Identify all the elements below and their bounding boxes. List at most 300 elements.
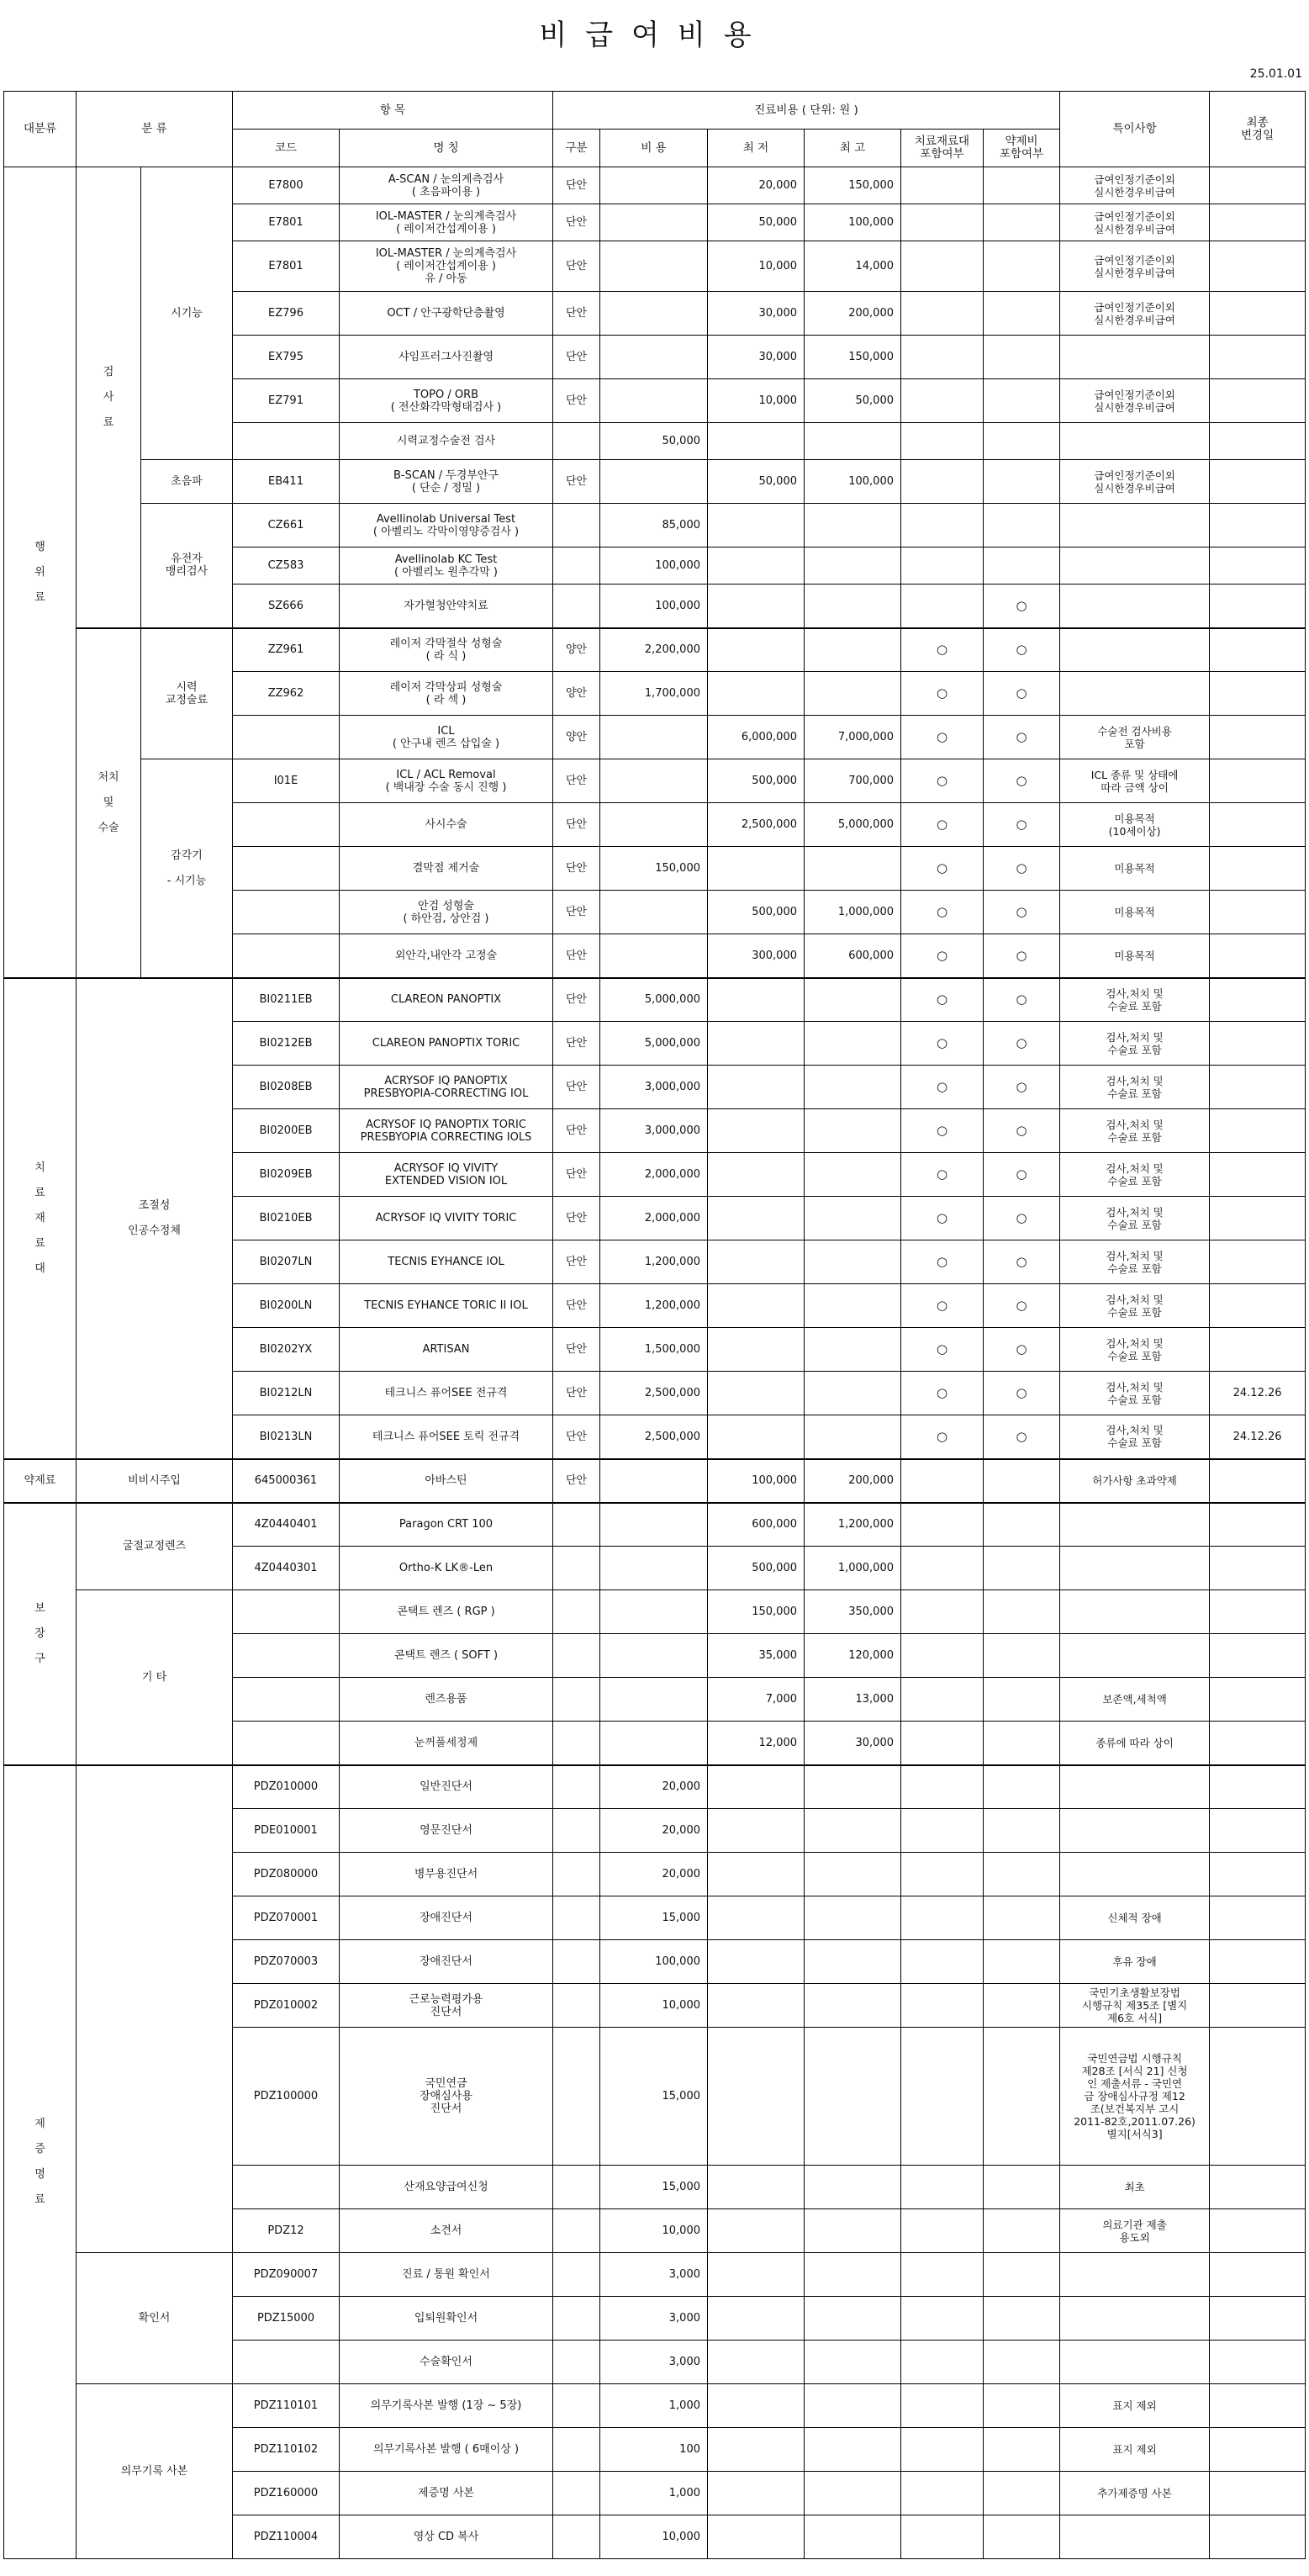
- cell-name: 테크니스 퓨어SEE 전규격: [340, 1372, 553, 1415]
- header-major: 대분류: [4, 92, 77, 167]
- cell-cost: 15,000: [600, 1896, 708, 1940]
- cell-name: 산재요양급여신청: [340, 2166, 553, 2209]
- cell-changed: [1210, 1240, 1306, 1284]
- cell-max: [805, 1284, 901, 1328]
- cell-name: TECNIS EYHANCE TORIC II IOL: [340, 1284, 553, 1328]
- cell-material: [901, 1634, 984, 1678]
- cell-cost: 150,000: [600, 847, 708, 891]
- cell-name: ACRYSOF IQ PANOPTIX PRESBYOPIA-CORRECTING IOL: [340, 1066, 553, 1109]
- cell-max: 120,000: [805, 1634, 901, 1678]
- cell-max: 1,000,000: [805, 891, 901, 934]
- cell-material: [901, 1809, 984, 1853]
- cell-note: 미용목적 (10세이상): [1060, 803, 1210, 847]
- cell-min: [708, 547, 805, 584]
- group-label: 제 증 명 료: [4, 1765, 77, 2559]
- cell-name: 일반진단서: [340, 1765, 553, 1809]
- cell-div: 단안: [553, 336, 600, 379]
- cell-code: [233, 716, 340, 759]
- cell-min: [708, 1372, 805, 1415]
- cell-min: 35,000: [708, 1634, 805, 1678]
- cell-material: ○: [901, 803, 984, 847]
- table-row: [4, 1765, 1306, 1809]
- cell-material: [901, 292, 984, 336]
- cell-max: [805, 1940, 901, 1984]
- cell-cost: 1,000: [600, 2384, 708, 2428]
- cell-material: [901, 1853, 984, 1896]
- cell-min: [708, 1284, 805, 1328]
- cell-material: [901, 547, 984, 584]
- cell-material: [901, 1547, 984, 1590]
- cell-drug: [984, 2297, 1060, 2341]
- cell-changed: [1210, 716, 1306, 759]
- cell-div: [553, 2166, 600, 2209]
- cell-material: ○: [901, 1153, 984, 1197]
- cell-name: 레이저 각막상피 성형술 ( 라 섹 ): [340, 672, 553, 716]
- cell-name: 수술확인서: [340, 2341, 553, 2384]
- cell-name: A-SCAN / 눈의계측검사 ( 초음파이용 ): [340, 167, 553, 204]
- cell-min: 150,000: [708, 1590, 805, 1634]
- cell-changed: [1210, 1022, 1306, 1066]
- cell-changed: 24.12.26: [1210, 1415, 1306, 1459]
- cell-max: [805, 584, 901, 628]
- cell-code: BI0210EB: [233, 1197, 340, 1240]
- cell-code: BI0211EB: [233, 978, 340, 1022]
- cell-name: 안검 성형술 ( 하안검, 상안검 ): [340, 891, 553, 934]
- cell-drug: [984, 1896, 1060, 1940]
- cell-max: [805, 2384, 901, 2428]
- cell-material: [901, 1765, 984, 1809]
- cell-max: 100,000: [805, 204, 901, 241]
- cell-div: 단안: [553, 1459, 600, 1503]
- cell-name: 영문진단서: [340, 1809, 553, 1853]
- cell-name: 샤임프러그사진촬영: [340, 336, 553, 379]
- cell-changed: [1210, 2341, 1306, 2384]
- cell-div: [553, 2253, 600, 2297]
- cell-div: [553, 2472, 600, 2515]
- cell-div: [553, 1853, 600, 1896]
- cell-material: ○: [901, 1240, 984, 1284]
- cell-cost: 20,000: [600, 1765, 708, 1809]
- cell-div: 양안: [553, 628, 600, 672]
- cell-min: 100,000: [708, 1459, 805, 1503]
- cell-drug: ○: [984, 584, 1060, 628]
- cell-note: 급여인정기준이외 실시한경우비급여: [1060, 167, 1210, 204]
- cell-max: 150,000: [805, 336, 901, 379]
- cell-cost: 2,500,000: [600, 1415, 708, 1459]
- cell-note: 미용목적: [1060, 891, 1210, 934]
- cell-name: ACRYSOF IQ VIVITY TORIC: [340, 1197, 553, 1240]
- group-label: 행 위 료: [4, 167, 77, 978]
- cell-cost: [600, 891, 708, 934]
- cell-code: EZ791: [233, 379, 340, 423]
- cell-cost: 5,000,000: [600, 978, 708, 1022]
- cell-code: PDZ070003: [233, 1940, 340, 1984]
- cell-name: 제증명 사본: [340, 2472, 553, 2515]
- group-label: 굴절교정렌즈: [77, 1503, 233, 1590]
- cell-cost: 3,000: [600, 2297, 708, 2341]
- cell-note: [1060, 1503, 1210, 1547]
- cell-material: ○: [901, 978, 984, 1022]
- cell-min: [708, 1809, 805, 1853]
- cell-note: 검사,처치 및 수술료 포함: [1060, 1240, 1210, 1284]
- cell-changed: [1210, 547, 1306, 584]
- cell-cost: 2,200,000: [600, 628, 708, 672]
- cell-min: 500,000: [708, 891, 805, 934]
- cell-div: 단안: [553, 1022, 600, 1066]
- cell-note: 급여인정기준이외 실시한경우비급여: [1060, 292, 1210, 336]
- cell-div: 단안: [553, 1240, 600, 1284]
- cell-code: PDZ12: [233, 2209, 340, 2253]
- cell-min: [708, 1153, 805, 1197]
- cell-min: 300,000: [708, 934, 805, 978]
- cell-div: 단안: [553, 934, 600, 978]
- cell-code: PDE010001: [233, 1809, 340, 1853]
- cell-max: [805, 2341, 901, 2384]
- cell-drug: ○: [984, 716, 1060, 759]
- cell-material: [901, 2253, 984, 2297]
- cell-material: [901, 2428, 984, 2472]
- cell-cost: 3,000,000: [600, 1066, 708, 1109]
- cell-material: [901, 1503, 984, 1547]
- cell-changed: [1210, 1590, 1306, 1634]
- cell-min: [708, 2384, 805, 2428]
- cell-note: [1060, 1590, 1210, 1634]
- cell-cost: 5,000,000: [600, 1022, 708, 1066]
- cell-code: E7801: [233, 241, 340, 292]
- cell-note: 미용목적: [1060, 934, 1210, 978]
- cell-drug: [984, 1853, 1060, 1896]
- cell-code: BI0209EB: [233, 1153, 340, 1197]
- cell-div: 단안: [553, 1284, 600, 1328]
- cell-note: 수술전 검사비용 포함: [1060, 716, 1210, 759]
- cell-max: [805, 2209, 901, 2253]
- cell-max: [805, 1066, 901, 1109]
- cell-div: [553, 1809, 600, 1853]
- cell-code: E7800: [233, 167, 340, 204]
- cell-max: [805, 847, 901, 891]
- cell-changed: [1210, 2166, 1306, 2209]
- cell-changed: [1210, 2384, 1306, 2428]
- cell-name: ICL / ACL Removal ( 백내장 수술 동시 진행 ): [340, 759, 553, 803]
- group-label: 감각기 - 시기능: [141, 759, 233, 978]
- effective-date: 25.01.01: [1249, 67, 1302, 81]
- cell-changed: [1210, 803, 1306, 847]
- cell-div: 단안: [553, 847, 600, 891]
- cell-material: ○: [901, 672, 984, 716]
- cell-code: EB411: [233, 460, 340, 504]
- cell-min: [708, 628, 805, 672]
- cell-cost: 85,000: [600, 504, 708, 547]
- cell-cost: 3,000: [600, 2341, 708, 2384]
- cell-max: 50,000: [805, 379, 901, 423]
- cell-changed: [1210, 1503, 1306, 1547]
- header-div: 구분: [553, 130, 600, 167]
- cell-drug: ○: [984, 628, 1060, 672]
- cell-changed: [1210, 1940, 1306, 1984]
- cell-max: [805, 1765, 901, 1809]
- cell-cost: 10,000: [600, 1984, 708, 2028]
- cell-max: [805, 1984, 901, 2028]
- cell-note: [1060, 2515, 1210, 2559]
- cell-min: [708, 1984, 805, 2028]
- cell-code: PDZ010000: [233, 1765, 340, 1809]
- cell-material: ○: [901, 1372, 984, 1415]
- cell-code: PDZ090007: [233, 2253, 340, 2297]
- cell-max: [805, 978, 901, 1022]
- cell-min: [708, 672, 805, 716]
- cell-material: [901, 336, 984, 379]
- cell-drug: [984, 336, 1060, 379]
- cell-drug: ○: [984, 1328, 1060, 1372]
- cell-code: BI0208EB: [233, 1066, 340, 1109]
- cell-drug: [984, 2384, 1060, 2428]
- cell-note: [1060, 672, 1210, 716]
- header-name: 명 칭: [340, 130, 553, 167]
- cell-max: [805, 672, 901, 716]
- table-row: [4, 2253, 1306, 2297]
- cell-name: ARTISAN: [340, 1328, 553, 1372]
- cell-code: 4Z0440301: [233, 1547, 340, 1590]
- cell-div: 단안: [553, 1197, 600, 1240]
- cell-max: [805, 1153, 901, 1197]
- cell-note: 표지 제외: [1060, 2384, 1210, 2428]
- cell-drug: [984, 1984, 1060, 2028]
- cell-min: 12,000: [708, 1722, 805, 1765]
- cell-min: 50,000: [708, 204, 805, 241]
- cell-max: 600,000: [805, 934, 901, 978]
- table-row: [4, 759, 1306, 803]
- cell-name: TOPO / ORB ( 전산화각막형태검사 ): [340, 379, 553, 423]
- cell-material: ○: [901, 1022, 984, 1066]
- cell-drug: [984, 2166, 1060, 2209]
- cell-max: [805, 1022, 901, 1066]
- cell-drug: [984, 1722, 1060, 1765]
- cell-material: [901, 204, 984, 241]
- cell-name: Ortho-K LK®-Len: [340, 1547, 553, 1590]
- cell-name: CLAREON PANOPTIX TORIC: [340, 1022, 553, 1066]
- cell-cost: [600, 1503, 708, 1547]
- cell-div: [553, 1765, 600, 1809]
- cell-drug: ○: [984, 1022, 1060, 1066]
- cell-material: ○: [901, 1066, 984, 1109]
- cell-name: IOL-MASTER / 눈의계측검사 ( 레이저간섭계이용 ) 유 / 아동: [340, 241, 553, 292]
- cell-drug: [984, 379, 1060, 423]
- group-label: 처치 및 수술: [77, 628, 141, 978]
- cell-div: [553, 1722, 600, 1765]
- cell-material: [901, 2209, 984, 2253]
- cell-changed: [1210, 204, 1306, 241]
- cell-name: 장애진단서: [340, 1940, 553, 1984]
- cell-drug: ○: [984, 847, 1060, 891]
- cell-max: [805, 423, 901, 460]
- cell-max: 100,000: [805, 460, 901, 504]
- cell-div: [553, 1590, 600, 1634]
- cell-name: B-SCAN / 두경부안구 ( 단순 / 정밀 ): [340, 460, 553, 504]
- cell-name: 시력교정수술전 검사: [340, 423, 553, 460]
- table-row: [4, 460, 1306, 504]
- cell-cost: 10,000: [600, 2209, 708, 2253]
- cell-name: 레이저 각막절삭 성형술 ( 라 식 ): [340, 628, 553, 672]
- cell-note: 급여인정기준이외 실시한경우비급여: [1060, 204, 1210, 241]
- cell-material: [901, 504, 984, 547]
- cell-note: 검사,처치 및 수술료 포함: [1060, 978, 1210, 1022]
- cell-max: [805, 2297, 901, 2341]
- cell-changed: [1210, 336, 1306, 379]
- cell-note: [1060, 1765, 1210, 1809]
- cell-min: [708, 2297, 805, 2341]
- cell-drug: [984, 1590, 1060, 1634]
- cell-drug: [984, 1503, 1060, 1547]
- cell-drug: [984, 2341, 1060, 2384]
- cell-div: 단안: [553, 1153, 600, 1197]
- cell-cost: 1,000: [600, 2472, 708, 2515]
- cell-cost: [600, 336, 708, 379]
- cell-name: Paragon CRT 100: [340, 1503, 553, 1547]
- cell-code: EZ796: [233, 292, 340, 336]
- cell-note: [1060, 1853, 1210, 1896]
- cell-cost: [600, 716, 708, 759]
- cell-drug: [984, 1765, 1060, 1809]
- cell-min: [708, 1940, 805, 1984]
- cell-cost: [600, 1547, 708, 1590]
- cell-code: PDZ110101: [233, 2384, 340, 2428]
- cell-code: I01E: [233, 759, 340, 803]
- cell-code: PDZ070001: [233, 1896, 340, 1940]
- cell-note: 국민기초생활보장법 시행규칙 제35조 [별지 제6호 서식]: [1060, 1984, 1210, 2028]
- table-row: [4, 167, 1306, 204]
- cell-code: BI0213LN: [233, 1415, 340, 1459]
- cell-cost: 15,000: [600, 2166, 708, 2209]
- cell-min: [708, 2341, 805, 2384]
- cell-changed: [1210, 2297, 1306, 2341]
- table-row: [4, 2384, 1306, 2428]
- cell-min: [708, 2253, 805, 2297]
- cell-min: [708, 978, 805, 1022]
- header-min: 최 저: [708, 130, 805, 167]
- cell-div: [553, 1984, 600, 2028]
- cell-max: [805, 1197, 901, 1240]
- header-minor: 분 류: [77, 92, 233, 167]
- cell-material: [901, 423, 984, 460]
- cell-material: [901, 379, 984, 423]
- cell-max: 200,000: [805, 1459, 901, 1503]
- cell-max: 350,000: [805, 1590, 901, 1634]
- cell-note: [1060, 2253, 1210, 2297]
- table-row: [4, 978, 1306, 1022]
- cell-changed: [1210, 1678, 1306, 1722]
- cell-changed: [1210, 1109, 1306, 1153]
- header-item: 항 목: [233, 92, 553, 130]
- cell-cost: 1,500,000: [600, 1328, 708, 1372]
- cell-note: 표지 제외: [1060, 2428, 1210, 2472]
- cell-min: 50,000: [708, 460, 805, 504]
- cell-name: 렌즈용품: [340, 1678, 553, 1722]
- cell-material: [901, 2472, 984, 2515]
- cell-cost: 100,000: [600, 584, 708, 628]
- cell-min: 30,000: [708, 336, 805, 379]
- header-drug: 약제비 포함여부: [984, 130, 1060, 167]
- cell-drug: [984, 292, 1060, 336]
- cell-cost: 15,000: [600, 2028, 708, 2166]
- cell-changed: [1210, 504, 1306, 547]
- cell-min: [708, 847, 805, 891]
- cell-material: [901, 2297, 984, 2341]
- cell-min: [708, 1896, 805, 1940]
- cell-name: 장애진단서: [340, 1896, 553, 1940]
- cell-name: Avellinolab Universal Test ( 아벨리노 각막이영양증검사 ): [340, 504, 553, 547]
- cell-changed: [1210, 1197, 1306, 1240]
- cell-code: BI0200LN: [233, 1284, 340, 1328]
- cell-name: ACRYSOF IQ VIVITY EXTENDED VISION IOL: [340, 1153, 553, 1197]
- cell-code: ZZ961: [233, 628, 340, 672]
- cell-min: [708, 1022, 805, 1066]
- header-note: 특이사항: [1060, 92, 1210, 167]
- cell-min: [708, 504, 805, 547]
- cell-drug: ○: [984, 1109, 1060, 1153]
- cell-drug: ○: [984, 672, 1060, 716]
- cell-min: 500,000: [708, 759, 805, 803]
- cell-div: [553, 2028, 600, 2166]
- cell-max: [805, 2028, 901, 2166]
- cell-cost: 100,000: [600, 1940, 708, 1984]
- cell-max: 14,000: [805, 241, 901, 292]
- cell-material: ○: [901, 934, 984, 978]
- cell-div: 단안: [553, 891, 600, 934]
- cell-note: 급여인정기준이외 실시한경우비급여: [1060, 460, 1210, 504]
- cell-max: [805, 628, 901, 672]
- cell-max: [805, 2428, 901, 2472]
- cell-div: 단안: [553, 1415, 600, 1459]
- cell-drug: [984, 1809, 1060, 1853]
- header-max: 최 고: [805, 130, 901, 167]
- cell-code: SZ666: [233, 584, 340, 628]
- cell-max: [805, 2472, 901, 2515]
- cell-name: 자가혈청안약치료: [340, 584, 553, 628]
- table-row: [4, 628, 1306, 672]
- table-row: [4, 504, 1306, 547]
- cell-div: 단안: [553, 1328, 600, 1372]
- cell-changed: [1210, 292, 1306, 336]
- cell-material: [901, 584, 984, 628]
- cell-name: 근로능력평가용 진단서: [340, 1984, 553, 2028]
- group-label: 시기능: [141, 167, 233, 460]
- cell-drug: [984, 241, 1060, 292]
- cell-max: 1,000,000: [805, 1547, 901, 1590]
- cell-changed: [1210, 1284, 1306, 1328]
- cell-code: PDZ110004: [233, 2515, 340, 2559]
- cell-changed: [1210, 1634, 1306, 1678]
- header-cost-group: 진료비용 ( 단위: 원 ): [553, 92, 1060, 130]
- cell-min: 600,000: [708, 1503, 805, 1547]
- cell-min: [708, 2428, 805, 2472]
- cell-cost: [600, 1590, 708, 1634]
- cell-drug: ○: [984, 978, 1060, 1022]
- cell-max: 13,000: [805, 1678, 901, 1722]
- cell-max: [805, 1853, 901, 1896]
- cell-note: 검사,처치 및 수술료 포함: [1060, 1372, 1210, 1415]
- cell-max: [805, 1328, 901, 1372]
- cell-changed: [1210, 241, 1306, 292]
- header-material: 치료재료대 포함여부: [901, 130, 984, 167]
- cell-min: [708, 2472, 805, 2515]
- cell-name: ACRYSOF IQ PANOPTIX TORIC PRESBYOPIA CORRECTING IOLS: [340, 1109, 553, 1153]
- cell-max: [805, 2515, 901, 2559]
- cell-code: [233, 1590, 340, 1634]
- cell-changed: [1210, 2209, 1306, 2253]
- cell-min: [708, 2209, 805, 2253]
- cell-drug: ○: [984, 1197, 1060, 1240]
- cell-drug: [984, 204, 1060, 241]
